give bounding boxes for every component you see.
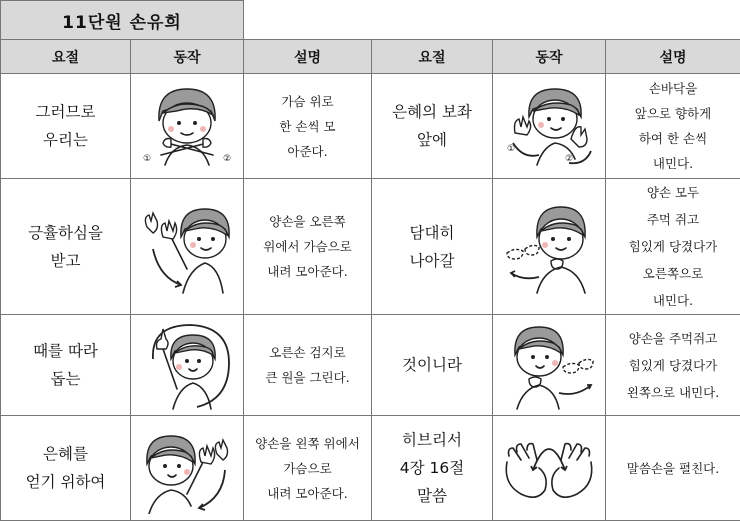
verse-cell: 때를 따라 돕는 (1, 315, 131, 416)
header-action: 동작 (131, 40, 244, 74)
action-cell (493, 74, 606, 179)
verse-cell: 것이니라 (372, 315, 493, 416)
verse-cell: 히브리서 4장 16절 말씀 (372, 416, 493, 521)
description-cell: 가슴 위로 한 손씩 모 아준다. (244, 74, 372, 179)
hands-down-to-chest-icon (137, 197, 237, 297)
open-book-hands-icon (499, 428, 599, 508)
table-row (1, 416, 740, 521)
action-cell (493, 416, 606, 521)
action-cell (493, 179, 606, 315)
step-one-marker: ① (507, 144, 515, 154)
description-cell: 양손을 왼쪽 위에서 가슴으로 내려 모아준다. (244, 416, 372, 521)
header-row (1, 40, 740, 74)
action-cell (493, 315, 606, 416)
table-row (1, 74, 740, 179)
title-tab (0, 0, 244, 40)
hands-down-left-icon (137, 422, 237, 514)
table-row (1, 179, 740, 315)
description-cell: 오른손 검지로 큰 원을 그린다. (244, 315, 372, 416)
fists-push-left-icon (499, 319, 599, 411)
header-description: 설명 (606, 40, 740, 74)
header-verse: 요절 (1, 40, 131, 74)
verse-cell: 은혜의 보좌 앞에 (372, 74, 493, 179)
palms-forward-icon (499, 81, 599, 171)
header-verse: 요절 (372, 40, 493, 74)
step-two-marker: ② (223, 154, 231, 164)
header-action: 동작 (493, 40, 606, 74)
description-cell: 말씀손을 펼친다. (606, 416, 740, 521)
step-one-marker: ① (143, 154, 151, 164)
crossed-arms-on-chest-icon (137, 81, 237, 171)
table-row (1, 315, 740, 416)
finger-circle-icon (137, 319, 237, 411)
hand-play-table (0, 39, 740, 521)
fists-push-right-icon (499, 197, 599, 297)
verse-cell: 은혜를 얻기 위하여 (1, 416, 131, 521)
description-cell: 양손 모두 주먹 쥐고 힘있게 당겼다가 오른쪽으로 내민다. (606, 179, 740, 315)
verse-cell: 긍휼하심을 받고 (1, 179, 131, 315)
page-title: 11단원 손유희 (62, 8, 182, 33)
action-cell (131, 179, 244, 315)
description-cell: 손바닥을 앞으로 향하게 하여 한 손씩 내민다. (606, 74, 740, 179)
description-cell: 양손을 오른쪽 위에서 가슴으로 내려 모아준다. (244, 179, 372, 315)
action-cell (131, 315, 244, 416)
action-cell (131, 74, 244, 179)
header-description: 설명 (244, 40, 372, 74)
action-cell (131, 416, 244, 521)
step-two-marker: ② (565, 154, 573, 164)
description-cell: 양손을 주먹쥐고 힘있게 당겼다가 왼쪽으로 내민다. (606, 315, 740, 416)
verse-cell: 그러므로 우리는 (1, 74, 131, 179)
verse-cell: 담대히 나아갈 (372, 179, 493, 315)
